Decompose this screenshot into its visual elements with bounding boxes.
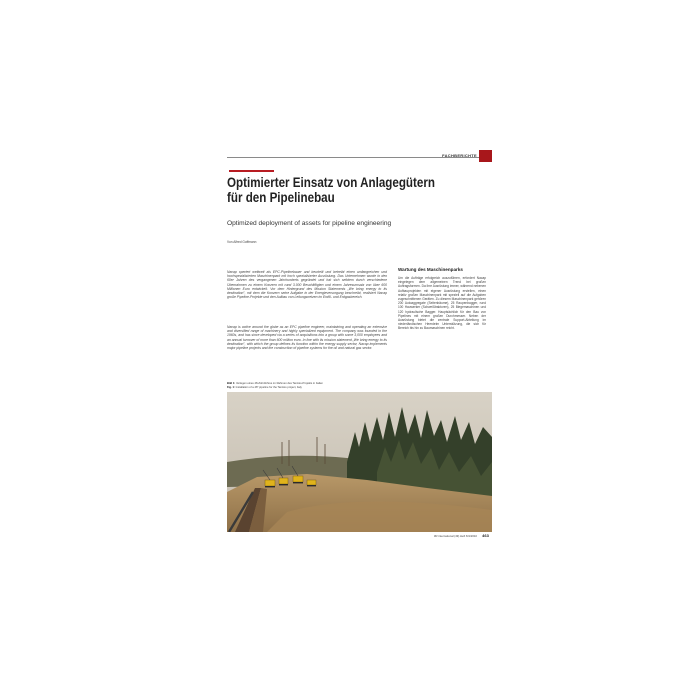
section-label: FACHBERICHTE bbox=[442, 153, 477, 158]
section-color-tab bbox=[479, 150, 492, 162]
abstract-english: Nacap is active around the globe as an EPC pipeline engineer, maintaining and operating an extensive and diversified range of machinery and highly specialized equipment. The company was founded in the 1960s, and has since developed via a series of acquisitions into a group with some 3,000 employees and an annual turnover of more than 600 million euro. In line with its mission statement „We bring energy to its destination", with which the group defines its function within the energy supply sector, Nacap implements major pipeline projects and the construction of pipeline systems for the oil and natural gas sector. bbox=[227, 325, 387, 351]
pipeline-construction-photo bbox=[227, 392, 492, 532]
caption-label-de: Bild 1: bbox=[227, 382, 236, 385]
article-subtitle: Optimized deployment of assets for pipeline engineering bbox=[227, 220, 392, 227]
journal-footer: 3R international (49) Heft 8-9/2010 bbox=[433, 534, 477, 538]
article-author: Von Alfred Goffmann bbox=[227, 240, 257, 244]
figure-caption bbox=[227, 382, 347, 389]
photo-illustration bbox=[227, 392, 492, 532]
page-number: 463 bbox=[482, 533, 489, 538]
magazine-page bbox=[227, 150, 492, 544]
right-column-heading: Wartung des Maschinenparks bbox=[398, 267, 463, 272]
caption-label-en: Fig. 1: bbox=[227, 385, 235, 389]
title-accent-bar bbox=[229, 170, 274, 172]
caption-text-en: Installation of a 48" pipeline for the Tarvisio project, Italy bbox=[235, 385, 302, 389]
abstract-german: Nacap operiert weltweit als EPC-Pipelinebauer und beurteilt und betreibt einen umfangreichen und hochspezialisierten Maschinenpark mit hoch spezialisierter Ausrüstung. Das Unternehmen wurde in den 60er Jahren des vergangenen Jahrhunderts gegründet und hat sich seitdem durch verschiedene Übernahmen zu einem Konzern mit rund 3.000 Beschäftigten und einem Jahresumsatz von über 600 Millionen Euro entwickelt. Vor dem Hintergrund des Mission Statements „We bring energy to its destination", mit dem die Konzern seine Aufgabe in der Energieversorgung beschreibt, realisiert Nacap große Pipeline-Projekte und den Aufbau von Leitungsnetzen im Erdöl- und Erdgasbereich. bbox=[227, 270, 387, 300]
article-title: Optimierter Einsatz von Anlagegütern für den Pipelinebau bbox=[227, 175, 435, 205]
caption-text-de: Verlegen eines 48-Zoll-Rohres im Rahmen des Tarvisio-Projekts in Italien bbox=[235, 382, 324, 385]
right-column-body: Um die Aufträge erfolgreich auszuführen, erfordert Nacap eingelegen dem allgemeinen Trend bei großen Auftragsformen. Da ihre Ausrüstung immer, während nebenen Aufbauprojekten mit eigener Ausrüstung erstellen, einen relativ großen Maschinenpark mit speziell auf die Aufgaben zugeschnittenen Geräten. Zu diesem Maschinenpark gehören 200 Autoaggregate (Seitenbäume), 25 Raupenbagger, rund 100 Hauwerker (Schweißtraktoren), 25 Biegemaschinen und 120 hydraulische Bagger. Hauptsächlich für den Bau von Pipelines mit einem großen Durchmesser. Neben der Ausrüstung bietet die zentrale Support-Abteilung im niederländischen Heerdelm Unterstützung, die sich für Bereich bis hin zu Baumaschinen reicht. bbox=[398, 276, 486, 331]
